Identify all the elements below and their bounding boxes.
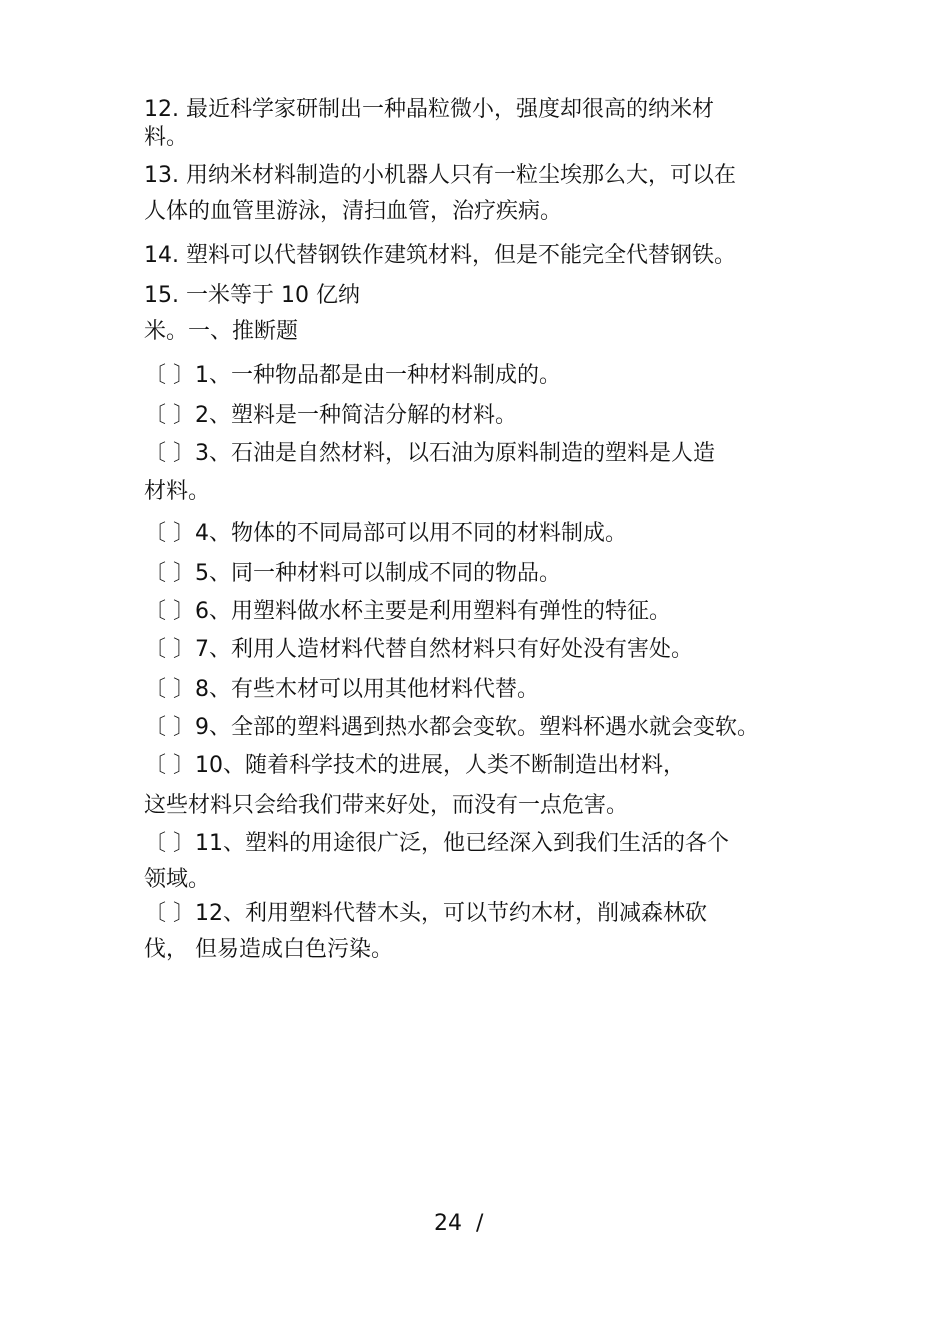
judgment-10-line-2: 这些材料只会给我们带来好处，而没有一点危害。	[144, 793, 629, 818]
judgment-8: 〔 〕8、有些木材可以用其他材料代替。	[144, 677, 539, 702]
page-number: 24 /	[434, 1211, 484, 1236]
judgment-1: 〔 〕1、一种物品都是由一种材料制成的。	[144, 363, 561, 388]
judgment-4: 〔 〕4、物体的不同局部可以用不同的材料制成。	[144, 521, 627, 546]
judgment-11-line-1: 〔 〕11、塑料的用途很广泛，他已经深入到我们生活的各个	[144, 831, 729, 856]
statement-12-line-2: 料。	[144, 125, 189, 150]
judgment-12-line-1: 〔 〕12、利用塑料代替木头，可以节约木材，削减森林砍	[144, 901, 707, 926]
statement-12-line-1: 12. 最近科学家研制出一种晶粒微小，强度却很高的纳米材	[144, 97, 714, 122]
statement-14: 14. 塑料可以代替钢铁作建筑材料，但是不能完全代替钢铁。	[144, 243, 736, 268]
judgment-3-line-2: 材料。	[144, 479, 211, 504]
judgment-6: 〔 〕6、用塑料做水杯主要是利用塑料有弹性的特征。	[144, 599, 671, 624]
judgment-2: 〔 〕2、塑料是一种简洁分解的材料。	[144, 403, 517, 428]
judgment-3-line-1: 〔 〕3、石油是自然材料，以石油为原料制造的塑料是人造	[144, 441, 715, 466]
statement-15-line-1: 15. 一米等于 10 亿纳	[144, 283, 360, 308]
judgment-10-line-1: 〔 〕10、随着科学技术的进展，人类不断制造出材料，	[144, 753, 685, 778]
judgment-11-line-2: 领域。	[144, 867, 211, 892]
judgment-5: 〔 〕5、同一种材料可以制成不同的物品。	[144, 561, 561, 586]
section-heading: 米。一、推断题	[144, 319, 299, 344]
statement-13-line-2: 人体的血管里游泳，清扫血管，治疗疾病。	[144, 199, 563, 224]
judgment-9: 〔 〕9、全部的塑料遇到热水都会变软。塑料杯遇水就会变软。	[144, 715, 759, 740]
judgment-12-line-2: 伐， 但易造成白色污染。	[144, 937, 393, 962]
judgment-7: 〔 〕7、利用人造材料代替自然材料只有好处没有害处。	[144, 637, 693, 662]
statement-13-line-1: 13. 用纳米材料制造的小机器人只有一粒尘埃那么大，可以在	[144, 163, 736, 188]
